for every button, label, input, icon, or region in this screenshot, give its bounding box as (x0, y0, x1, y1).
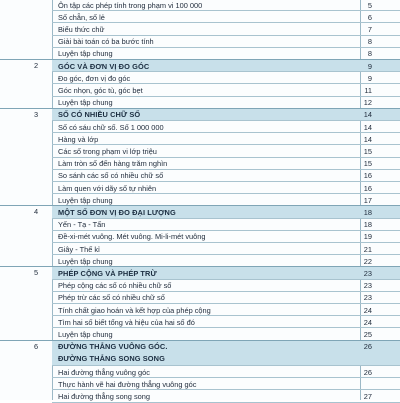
page-number: 14 (363, 122, 372, 132)
lesson-title[interactable]: Làm tròn số đến hàng trăm nghìn (58, 159, 168, 169)
lesson-title[interactable]: Phép cộng các số có nhiều chữ số (58, 281, 172, 291)
lesson-title[interactable]: Luyện tập chung (58, 49, 113, 59)
page-number: 15 (363, 159, 372, 169)
lesson-title[interactable]: Luyện tập chung (58, 195, 113, 205)
page-number: 14 (363, 110, 372, 120)
lesson-title[interactable]: Góc nhọn, góc tù, góc bẹt (58, 85, 143, 95)
chapter-number: 6 (34, 341, 39, 351)
lesson-title[interactable]: Giây - Thế kỉ (58, 244, 100, 254)
page-number: 26 (363, 342, 372, 352)
page-number: 5 (367, 0, 372, 10)
lesson-title[interactable]: Làm quen với dãy số tự nhiên (58, 183, 157, 193)
chapter-title[interactable]: SỐ CÓ NHIỀU CHỮ SỐ (58, 110, 141, 120)
page-number: 16 (363, 171, 372, 181)
page-number: 18 (363, 220, 372, 230)
page-number: 9 (367, 73, 372, 83)
page-number: 26 (363, 367, 372, 377)
page-number: 12 (363, 98, 372, 108)
chapter-title[interactable]: PHÉP CỘNG VÀ PHÉP TRỪ (58, 268, 157, 278)
row-rule (52, 402, 400, 403)
lesson-title[interactable]: Các số trong phạm vi lớp triệu (58, 146, 157, 156)
lesson-title[interactable]: Luyện tập chung (58, 256, 113, 266)
page-number: 21 (363, 244, 372, 254)
chapter-number: 4 (34, 207, 39, 217)
lesson-title[interactable]: Phép trừ các số có nhiều chữ số (58, 293, 165, 303)
page-number: 7 (367, 24, 372, 34)
page-number: 15 (363, 146, 372, 156)
lesson-title[interactable]: Tính chất giao hoán và kết hợp của phép cộng (58, 305, 211, 315)
lesson-title[interactable]: Ôn tập các phép tính trong phạm vi 100 000 (58, 0, 203, 10)
page-number: 17 (363, 195, 372, 205)
lesson-title[interactable]: Luyện tập chung (58, 98, 113, 108)
page-number: 23 (363, 268, 372, 278)
page-number: 16 (363, 183, 372, 193)
lesson-title[interactable]: Hai đường thẳng song song (58, 391, 150, 401)
lesson-title[interactable]: So sánh các số có nhiều chữ số (58, 171, 164, 181)
chapter-number: 2 (34, 61, 39, 70)
page-number: 23 (363, 293, 372, 303)
lesson-title[interactable]: Số có sáu chữ số. Số 1 000 000 (58, 122, 164, 132)
lesson-title[interactable]: Đề-xi-mét vuông. Mét vuông. Mi-li-mét vuông (58, 232, 206, 242)
page-number: 24 (363, 317, 372, 327)
lesson-title[interactable]: Tìm hai số biết tổng và hiệu của hai số đó (58, 317, 195, 327)
chapter-title[interactable]: ĐƯỜNG THẲNG VUÔNG GÓC. (58, 342, 168, 352)
chapter-number: 5 (34, 268, 39, 278)
chapter-title[interactable]: GÓC VÀ ĐƠN VỊ ĐO GÓC (58, 61, 150, 71)
page-number: 11 (364, 85, 372, 95)
page-number: 9 (367, 61, 372, 71)
page-number: 25 (363, 329, 372, 339)
page-number: 22 (363, 256, 372, 266)
lesson-title[interactable]: Đo góc, đơn vị đo góc (58, 73, 131, 83)
page-number: 27 (363, 391, 372, 401)
lesson-title[interactable]: Giải bài toán có ba bước tính (58, 37, 154, 47)
lesson-title[interactable]: Thực hành vẽ hai đường thẳng vuông góc (58, 379, 197, 389)
lesson-title[interactable]: Hai đường thẳng vuông góc (58, 367, 150, 377)
page-number: 18 (363, 207, 372, 217)
page-number: 24 (363, 305, 372, 315)
lesson-title[interactable]: Biểu thức chữ (58, 24, 105, 34)
chapter-number: 3 (34, 109, 39, 119)
lesson-title[interactable]: Yến - Tạ - Tấn (58, 220, 106, 230)
page-number: 6 (367, 12, 372, 22)
lesson-title[interactable]: Luyện tập chung (58, 329, 113, 339)
page-number: 14 (363, 134, 372, 144)
lesson-title[interactable]: Hàng và lớp (58, 134, 99, 144)
page-number: 19 (363, 232, 372, 242)
chapter-title[interactable]: MỘT SỐ ĐƠN VỊ ĐO ĐẠI LƯỢNG (58, 207, 176, 217)
page-number: 8 (367, 49, 372, 59)
page-number: 23 (363, 281, 372, 291)
chapter-title-line2[interactable]: ĐƯỜNG THẲNG SONG SONG (58, 354, 165, 364)
page-number: 8 (367, 37, 372, 47)
lesson-title[interactable]: Số chẵn, số lẻ (58, 12, 105, 22)
